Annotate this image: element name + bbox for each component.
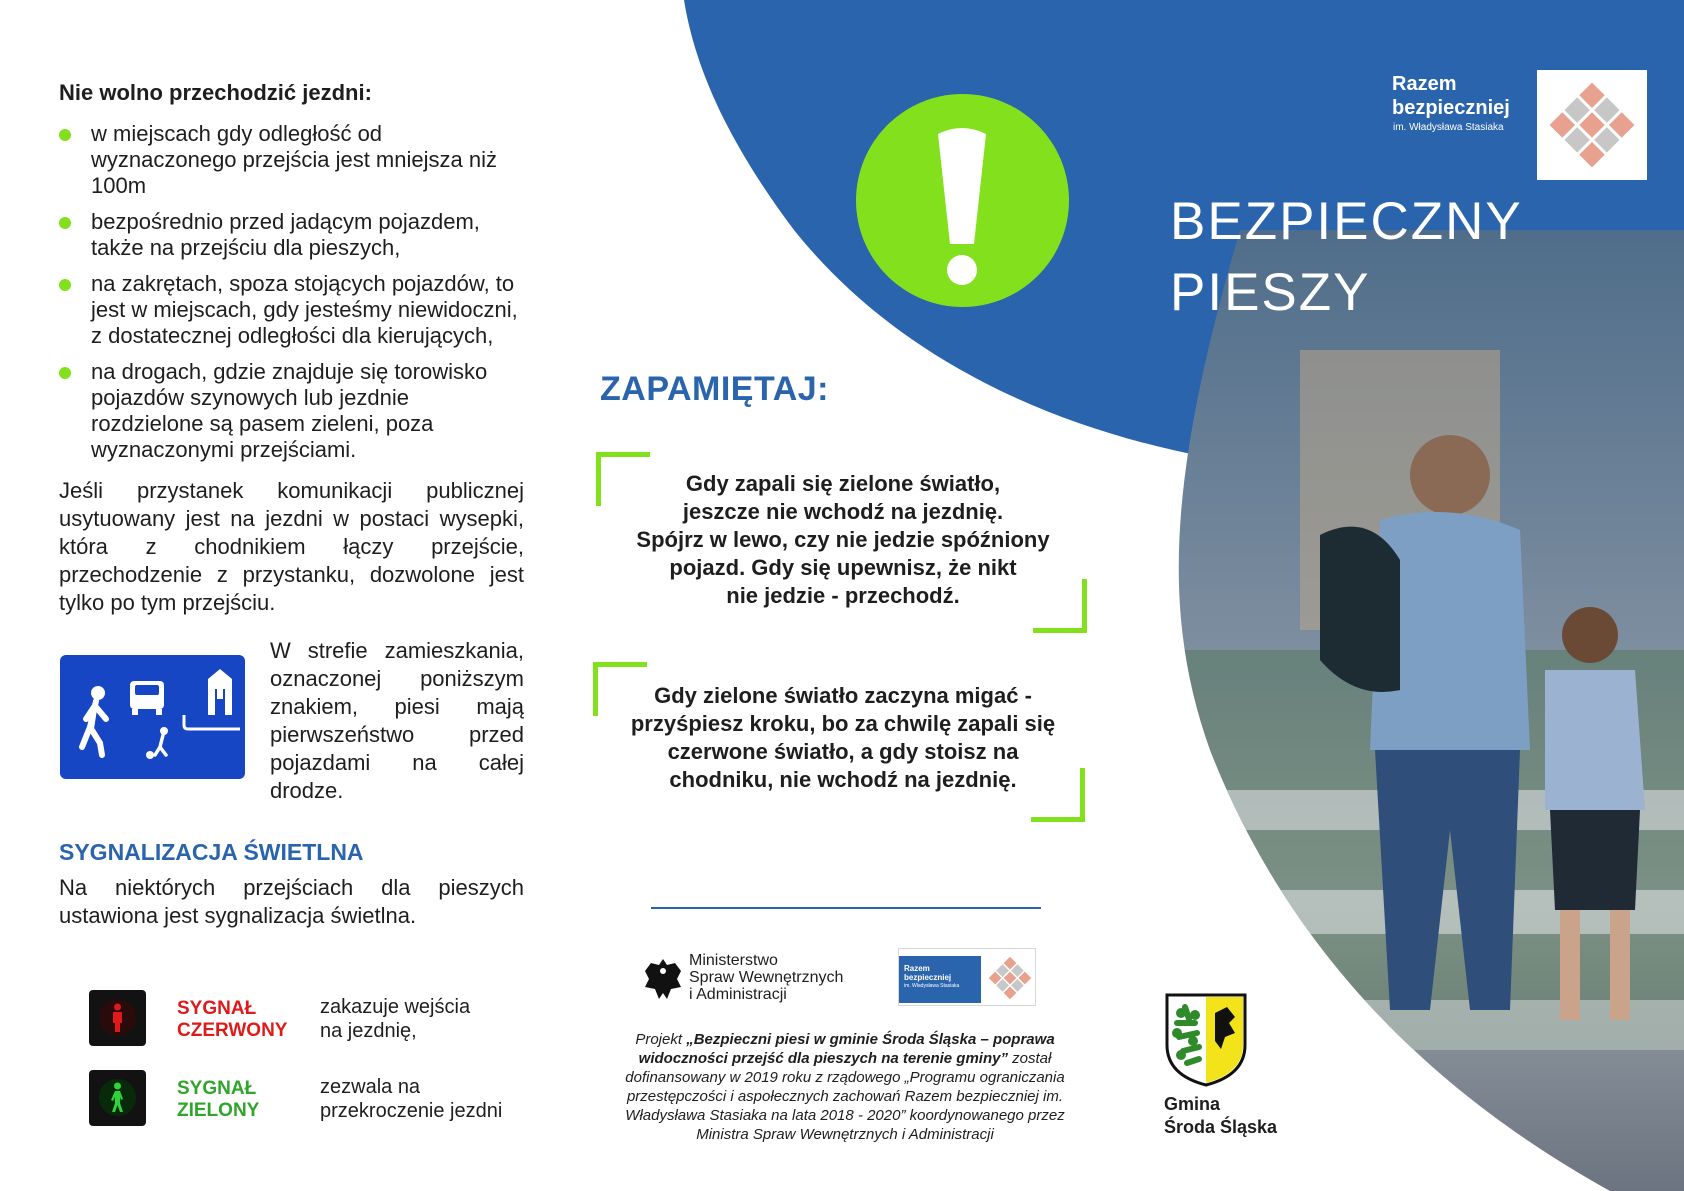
red-signal-label: SYGNAŁ CZERWONY xyxy=(177,998,288,1041)
message-green-light: Gdy zapali się zielone światło, jeszcze nie wchodź na jezdnię. Spójrz w lewo, czy nie jedzie spóźniony pojazd. Gdy się upewnisz, że nikt nie jedzie - przechodź. xyxy=(636,471,1050,608)
razem-bezpieczniej-logo-text: Razem bezpieczniej xyxy=(1392,73,1510,119)
residential-zone-sign-icon xyxy=(60,655,245,779)
ministry-eagle-icon xyxy=(643,957,683,1001)
page-title: BEZPIECZNY PIESZY xyxy=(1170,192,1523,322)
divider xyxy=(651,907,1041,909)
green-signal-label: SYGNAŁ ZIELONY xyxy=(177,1078,260,1121)
prohibitions-list xyxy=(59,121,524,463)
list-item: bezpośrednio przed jadącym pojazdem, także na przejściu dla pieszych, xyxy=(59,209,524,261)
remember-heading: ZAPAMIĘTAJ: xyxy=(600,370,830,408)
residential-zone-text: W strefie zamieszkania, oznaczonej poniższym znakiem, piesi mają pierwszeństwo przed pojazdami na całej drodze. xyxy=(270,638,524,803)
bus-stop-paragraph: Jeśli przystanek komunikacji publicznej usytuowany jest na jezdni w postaci wysepki, która z chodnikiem łączy przejście, przechodzenie z przystanku, dozwolone jest tylko po tym przejściu. xyxy=(59,478,524,615)
red-signal-icon xyxy=(89,990,146,1046)
bracket-bottom-right xyxy=(1033,579,1087,633)
message-blinking-light: Gdy zielone światło zaczyna migać - przyśpiesz kroku, bo za chwilę zapali się czerwone światło, a gdy stoisz na chodniku, nie wchodź na jezdnię. xyxy=(630,683,1056,792)
bullet-dot-icon xyxy=(59,279,71,291)
gmina-name: Gmina Środa Śląska xyxy=(1164,1094,1278,1137)
exclamation-icon xyxy=(856,94,1069,307)
signals-intro: Na niektórych przejściach dla pieszych ustawiona jest sygnalizacja świetlna. xyxy=(59,875,524,928)
green-signal-description: zezwala na przekroczenie jezdni xyxy=(320,1076,503,1122)
list-item: na zakrętach, spoza stojących pojazdów, to jest w miejscach, gdy jesteśmy niewidoczni, z dostatecznej odległości dla kierujących, xyxy=(59,271,524,349)
bracket-bottom-right xyxy=(1031,768,1085,822)
razem-bezpieczniej-logo-icon xyxy=(1537,70,1647,180)
red-signal-description: zakazuje wejścia na jezdnię, xyxy=(320,996,471,1042)
logo-subtitle: im. Władysława Stasiaka xyxy=(1393,122,1504,133)
left-panel xyxy=(59,80,524,930)
bullet-dot-icon xyxy=(59,129,71,141)
ministry-name: Ministerstwo Spraw Wewnętrznych i Administracji xyxy=(689,952,844,1003)
green-signal-icon xyxy=(89,1070,146,1126)
razem-bezpieczniej-mini-logo: Razem bezpieczniej im. Władysława Stasiaka xyxy=(898,948,1036,1006)
bullet-dot-icon xyxy=(59,367,71,379)
prohibitions-heading: Nie wolno przechodzić jezdni: xyxy=(59,80,372,105)
list-item: na drogach, gdzie znajduje się torowisko pojazdów szynowych lub jezdnie rozdzielone są pasem zieleni, poza wyznaczonymi przejściami. xyxy=(59,359,524,463)
mini-logo-mark-icon xyxy=(985,953,1035,1003)
list-item: w miejscach gdy odległość od wyznaczonego przejścia jest mniejsza niż 100m xyxy=(59,121,524,199)
bullet-dot-icon xyxy=(59,217,71,229)
residential-zone-section xyxy=(59,637,524,813)
signals-heading: SYGNALIZACJA ŚWIETLNA xyxy=(59,839,364,865)
project-info: Projekt „Bezpieczni piesi w gminie Środa Śląska – poprawa widoczności przejść dla pieszych na terenie gminy” został dofinansowany w 2019 roku z rządowego „Programu ograniczania przestępczości i aspołecznych zachowań Razem bezpieczniej im. Władysława Stasiaka na lata 2018 - 2020” koordynowanego przez Ministra Spraw Wewnętrznych i Administracji xyxy=(625,1031,1065,1143)
gmina-coat-of-arms-icon xyxy=(1165,993,1247,1087)
